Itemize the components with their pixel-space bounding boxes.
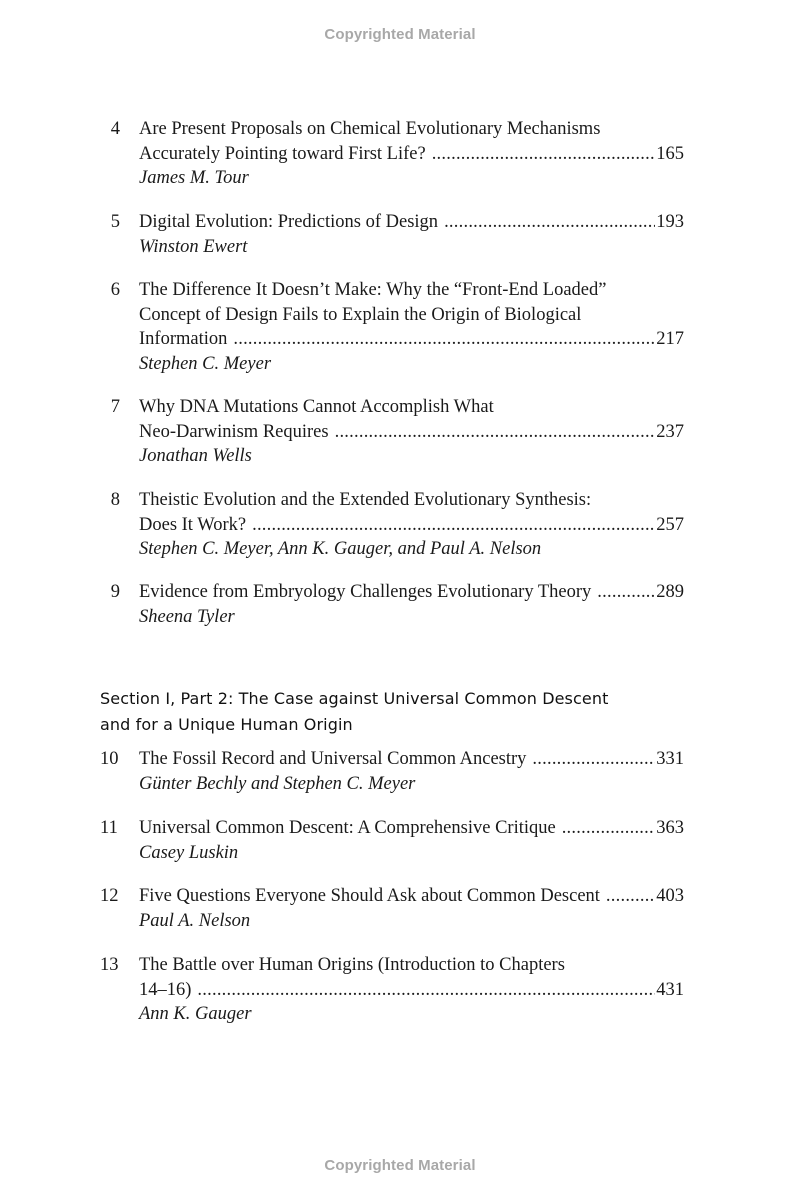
chapter-number: 11 <box>100 818 118 838</box>
chapter-title: 14–16) <box>139 979 192 1000</box>
page-number: 331 <box>656 749 684 769</box>
chapter-author: Sheena Tyler <box>139 606 235 627</box>
toc-entry-chapter-6[interactable] <box>100 278 684 376</box>
chapter-title: The Difference It Doesn’t Make: Why the “Front-End Loaded” <box>139 280 607 300</box>
chapter-author: Paul A. Nelson <box>139 910 251 931</box>
chapter-title: The Fossil Record and Universal Common Ancestry <box>139 749 527 769</box>
chapter-title: Concept of Design Fails to Explain the Origin of Biological <box>139 304 582 325</box>
chapter-number: 9 <box>110 582 120 602</box>
page-number: 193 <box>656 212 684 232</box>
chapter-title: Evidence from Embryology Challenges Evolutionary Theory <box>139 582 592 602</box>
dot-leader <box>597 580 655 605</box>
page-number: 237 <box>656 421 684 442</box>
chapter-title: Five Questions Everyone Should Ask about Common Descent <box>139 886 600 906</box>
toc-line <box>100 303 684 328</box>
chapter-title: Does It Work? <box>139 514 247 535</box>
toc-line <box>100 816 684 841</box>
dot-leader <box>432 142 656 167</box>
chapter-author: Winston Ewert <box>139 236 248 257</box>
dot-leader <box>532 747 655 772</box>
dot-leader <box>335 420 656 445</box>
chapter-number: 7 <box>110 397 120 417</box>
toc-line <box>100 420 684 445</box>
toc-line <box>100 953 684 978</box>
chapter-author: Ann K. Gauger <box>139 1004 252 1024</box>
page-number: 289 <box>656 582 684 602</box>
watermark-bottom: Copyrighted Material <box>324 1157 476 1174</box>
toc-line <box>100 395 684 420</box>
toc-line <box>100 352 684 377</box>
toc-line <box>100 513 684 538</box>
toc-line <box>100 580 684 605</box>
chapter-title: Universal Common Descent: A Comprehensive Critique <box>139 818 556 838</box>
section-heading-line-2: and for a Unique Human Origin <box>100 714 353 734</box>
toc-line <box>100 444 684 469</box>
toc-entry-chapter-10[interactable] <box>100 747 684 796</box>
dot-leader <box>444 210 655 235</box>
chapter-author: Stephen C. Meyer, Ann K. Gauger, and Paul A. Nelson <box>139 539 542 559</box>
toc-entry-chapter-13[interactable] <box>100 953 684 1027</box>
chapter-number: 6 <box>110 280 120 300</box>
toc-entry-chapter-9[interactable] <box>100 580 684 629</box>
toc-line <box>100 909 684 934</box>
page-number: 257 <box>656 514 684 535</box>
toc-line <box>100 1002 684 1027</box>
section-heading <box>100 686 700 737</box>
toc-line <box>100 978 684 1003</box>
toc-line <box>100 841 684 866</box>
chapter-number: 4 <box>110 119 120 139</box>
chapter-number: 13 <box>100 955 119 975</box>
chapter-author: Günter Bechly and Stephen C. Meyer <box>139 773 416 794</box>
chapter-title: Accurately Pointing toward First Life? <box>139 143 426 164</box>
page-number: 403 <box>656 886 684 906</box>
toc-line <box>100 772 684 797</box>
toc-entry-chapter-12[interactable] <box>100 884 684 933</box>
toc-line <box>100 142 684 167</box>
page-number: 165 <box>656 143 684 164</box>
toc-line <box>100 488 684 513</box>
toc-line <box>100 747 684 772</box>
dot-leader <box>606 884 655 909</box>
watermark-top: Copyrighted Material <box>324 26 476 43</box>
chapter-title: Why DNA Mutations Cannot Accomplish What <box>139 397 494 417</box>
toc-entry-chapter-8[interactable] <box>100 488 684 562</box>
chapter-number: 8 <box>110 490 120 510</box>
toc-line <box>100 117 684 142</box>
section-heading-line-1: Section I, Part 2: The Case against Universal Common Descent <box>100 689 609 708</box>
toc-entry-chapter-5[interactable] <box>100 210 684 259</box>
chapter-number: 5 <box>110 212 120 232</box>
chapter-author: Casey Luskin <box>139 842 239 863</box>
page-number: 363 <box>656 818 684 838</box>
dot-leader <box>562 816 656 841</box>
chapter-title: Are Present Proposals on Chemical Evolutionary Mechanisms <box>139 119 601 139</box>
page-number: 431 <box>656 979 684 1000</box>
toc-line <box>100 605 684 630</box>
toc-line <box>100 884 684 909</box>
toc-line <box>100 278 684 303</box>
chapter-title: Neo-Darwinism Requires <box>139 421 329 442</box>
toc-entry-chapter-11[interactable] <box>100 816 684 865</box>
toc-entry-chapter-4[interactable] <box>100 117 684 191</box>
toc-line <box>100 537 684 562</box>
dot-leader <box>233 327 655 352</box>
toc-line <box>100 235 684 260</box>
chapter-author: Jonathan Wells <box>139 446 252 466</box>
chapter-number: 10 <box>100 749 119 769</box>
toc-line <box>100 166 684 191</box>
chapter-title: The Battle over Human Origins (Introduction to Chapters <box>139 955 565 975</box>
chapter-title: Theistic Evolution and the Extended Evolutionary Synthesis: <box>139 490 592 510</box>
dot-leader <box>197 978 655 1003</box>
chapter-title: Information <box>139 329 228 349</box>
chapter-title: Digital Evolution: Predictions of Design <box>139 212 439 232</box>
chapter-author: Stephen C. Meyer <box>139 353 272 374</box>
toc-entry-chapter-7[interactable] <box>100 395 684 469</box>
dot-leader <box>252 513 655 538</box>
toc-line <box>100 327 684 352</box>
chapter-author: James M. Tour <box>139 168 249 188</box>
chapter-number: 12 <box>100 886 119 906</box>
toc-line <box>100 210 684 235</box>
page-number: 217 <box>656 329 684 349</box>
